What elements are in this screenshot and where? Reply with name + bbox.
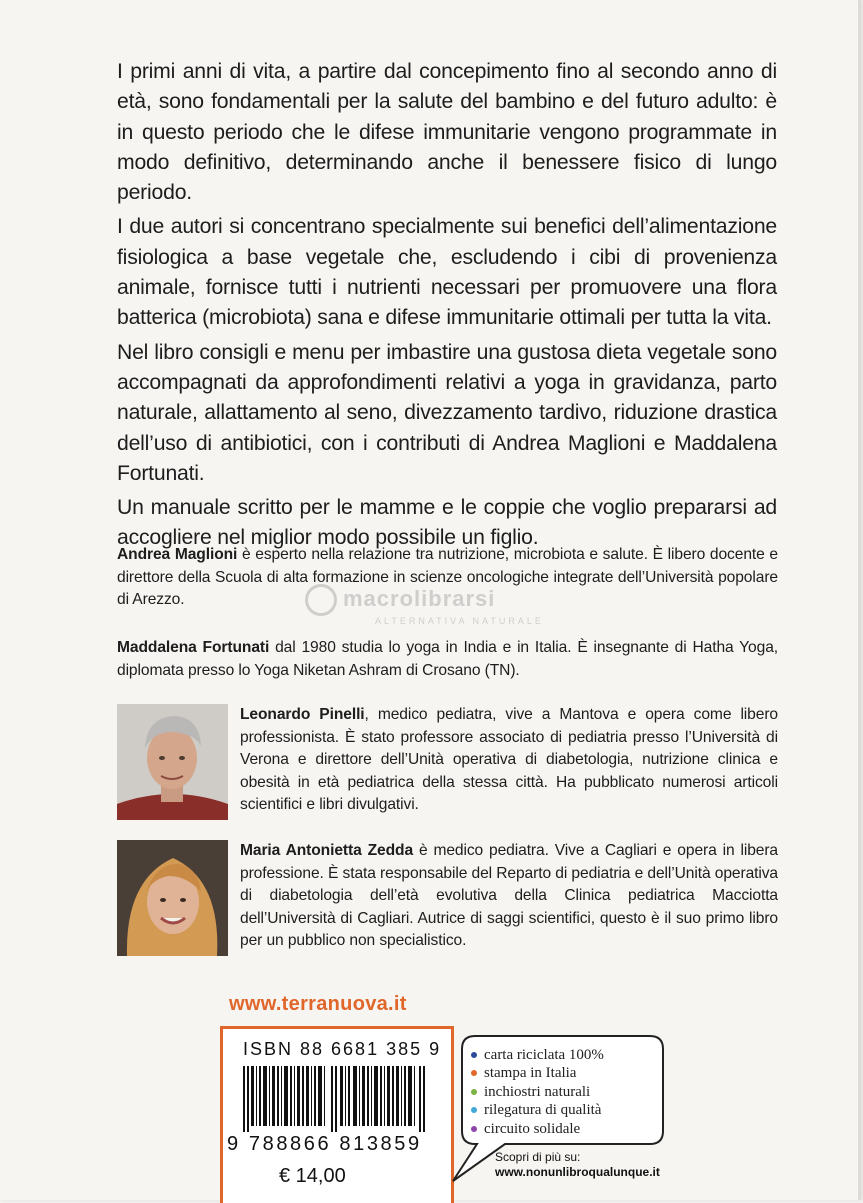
publisher-website: www.terranuova.it: [229, 993, 407, 1015]
author-bio-pinelli: [240, 704, 778, 817]
list-item: stampa in Italia: [471, 1064, 604, 1082]
barcode-icon: [243, 1066, 433, 1132]
watermark-tagline: ALTERNATIVA NATURALE: [375, 616, 544, 626]
bullet-dot-icon: [471, 1070, 477, 1076]
author-photo-zedda: [117, 840, 228, 956]
eco-features-list: [471, 1046, 604, 1138]
list-item: carta riciclata 100%: [471, 1046, 604, 1064]
list-item: circuito solidale: [471, 1120, 604, 1138]
isbn-label: ISBN 88 6681 385 9: [243, 1039, 442, 1059]
isbn-box: [220, 1026, 454, 1203]
more-info-url[interactable]: www.nonunlibroqualunque.it: [495, 1165, 660, 1179]
contributor-text: dal 1980 studia lo yoga in India e in Italia. È insegnante di Hatha Yoga, diplomata presso lo Yoga Niketan Ashram di Crosano (TN).: [117, 639, 778, 679]
watermark-circle-icon: [305, 584, 337, 616]
list-item: rilegatura di qualità: [471, 1101, 604, 1119]
book-blurb: [117, 57, 777, 558]
author-name: Maria Antonietta Zedda: [240, 842, 414, 859]
portrait-woman-icon: [117, 840, 228, 956]
contributor-bio-fortunati: [117, 637, 778, 682]
author-name: Leonardo Pinelli: [240, 706, 365, 723]
bullet-dot-icon: [471, 1126, 477, 1132]
author-photo-pinelli: [117, 704, 228, 820]
bullet-dot-icon: [471, 1089, 477, 1095]
bullet-dot-icon: [471, 1107, 477, 1113]
blurb-paragraph: I due autori si concentrano specialmente sui benefici dell’alimentazione fisiologica a base vegetale che, escludendo i cibi di provenienza animale, fornisce tutti i nutrienti necessari per promuovere una flora batterica (microbiota) sana e difese immunitarie ottimali per tutta la vita.: [117, 215, 777, 330]
blurb-paragraph: Nel libro consigli e menu per imbastire una gustosa dieta vegetale sono accompagnati da approfondimenti relativi a yoga in gravidanza, parto naturale, allattamento al seno, divezzamento tardivo, riduzione drastica dell’uso di antibiotici, con i contributi di Andrea Maglioni e Maddalena Fortunati.: [117, 340, 777, 485]
contributor-name: Maddalena Fortunati: [117, 639, 270, 656]
list-item: inchiostri naturali: [471, 1083, 604, 1101]
contributor-name: Andrea Maglioni: [117, 546, 238, 563]
price-label: € 14,00: [279, 1165, 346, 1187]
author-text: è medico pediatra. Vive a Cagliari e opera in libera professione. È stata responsabile del Reparto di pediatria e dell’Unità operativa di diabetologia dell’età evolutiva della Clinica pediatrica Macciotta dell’Università di Cagliari. Autrice di saggi scientifici, questo è il suo primo libro per un pubblico non specialistico.: [240, 842, 779, 949]
more-info: [495, 1150, 660, 1180]
author-bio-zedda: [240, 840, 778, 953]
watermark-logo: [305, 584, 565, 624]
more-info-label: Scopri di più su:: [495, 1150, 581, 1164]
watermark-brand: macrolibrarsi: [343, 585, 496, 611]
blurb-paragraph: Un manuale scritto per le mamme e le coppie che voglio prepararsi ad accogliere nel miglior modo possibile un figlio.: [117, 496, 777, 550]
contributor-text: è esperto nella relazione tra nutrizione, microbiota e salute. È libero docente e direttore della Scuola di alta formazione in scienze oncologiche integrate dell’Università popolare di Arezzo.: [117, 546, 778, 608]
portrait-man-icon: [117, 704, 228, 820]
author-text: , medico pediatra, vive a Mantova e opera come libero professionista. È stato professore associato di pediatria presso l’Università di Verona e direttore dell’Unità operativa di diabetologia, nutrizione clinica e obesità in età pediatrica della stessa città. Ha pubblicato numerosi articoli scientifici e libri divulgativi.: [240, 706, 778, 813]
bullet-dot-icon: [471, 1052, 477, 1058]
blurb-paragraph: I primi anni di vita, a partire dal concepimento fino al secondo anno di età, sono fondamentali per la salute del bambino e del futuro adulto: è in questo periodo che le difese immunitarie vengono programmate in modo definitivo, determinando anche il benessere fisico di lungo periodo.: [117, 60, 777, 205]
ean-number: 9 788866 813859: [227, 1133, 422, 1155]
